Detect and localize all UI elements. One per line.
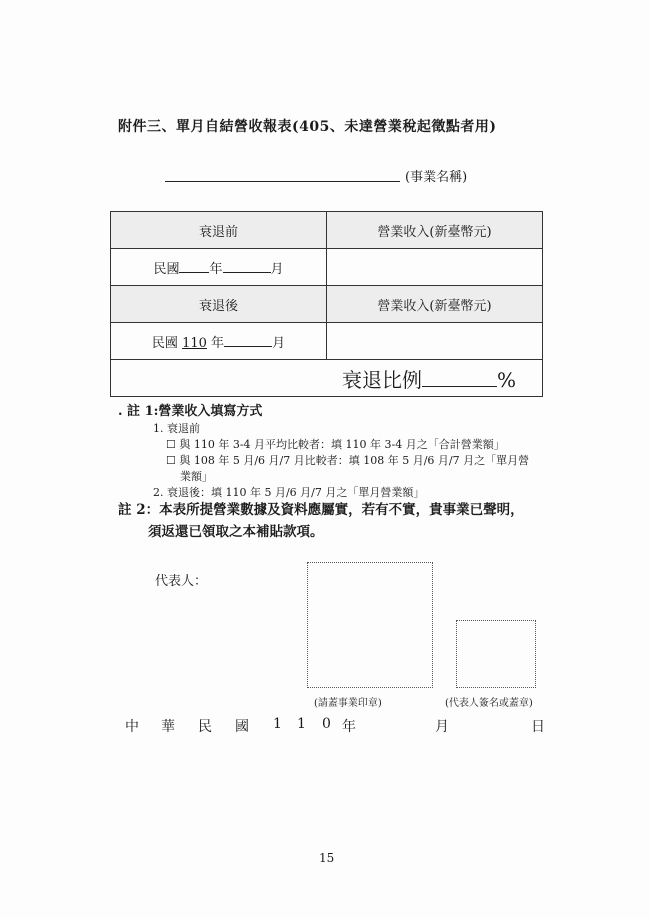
revenue-header-cell <box>327 212 543 249</box>
after-label-cell <box>111 286 327 323</box>
year-suffix: 年 <box>209 261 223 277</box>
ratio-blank[interactable] <box>422 366 497 387</box>
ratio-cell <box>111 360 543 397</box>
signature-caption: (代表人簽名或蓋章) <box>445 698 533 709</box>
revenue-header: 營業收入(新臺幣元) <box>377 224 492 240</box>
date-digit: 1 <box>297 716 306 732</box>
before-year-blank[interactable] <box>179 259 209 273</box>
before-label-cell <box>111 212 327 249</box>
before-month-blank[interactable] <box>223 259 271 273</box>
date-digit: 1 <box>273 716 282 732</box>
date-char: 民 <box>198 719 212 735</box>
note2 <box>118 499 558 543</box>
revenue-header-2: 營業收入(新臺幣元) <box>377 298 492 314</box>
note2-line1: 註 2：本表所提營業數據及資料應屬實，若有不實，貴事業已聲明， <box>118 502 524 518</box>
revenue-table <box>110 211 543 397</box>
note1-item1-title: 1. 衰退前 <box>153 422 200 435</box>
revenue-header-2-cell <box>327 286 543 323</box>
date-char: 國 <box>235 719 249 735</box>
date-digit: 0 <box>322 716 331 732</box>
date-day: 日 <box>531 719 545 735</box>
note1-item2: 2. 衰退後：填 110 年 5 月/6 月/7 月之「單月營業額」 <box>153 486 425 499</box>
date-prefix: 民國 <box>151 335 178 351</box>
note1-option-b-line1[interactable]: ☐ 與 108 年 5 月/6 月/7 月比較者：填 108 年 5 月/6 月/7 月之「單月營 <box>166 454 530 467</box>
note1-option-a[interactable]: ☐ 與 110 年 3-4 月平均比較者：填 110 年 3-4 月之「合計營業額」 <box>166 438 505 451</box>
page-title: 附件三、單月自結營收報表(405、未達營業稅起徵點者用) <box>118 119 497 135</box>
note1-option-b-line2: 業額」 <box>180 470 213 483</box>
after-date-cell <box>111 323 327 360</box>
after-month-blank[interactable] <box>224 333 272 347</box>
signature-stamp-box[interactable] <box>456 620 536 688</box>
business-name-label: (事業名稱) <box>405 170 468 185</box>
company-stamp-box[interactable] <box>307 562 433 688</box>
page-number: 15 <box>319 851 335 865</box>
note1-heading: . 註 1:營業收入填寫方式 <box>118 404 263 419</box>
date-year: 年 <box>342 719 356 735</box>
month-suffix: 月 <box>272 335 286 351</box>
date-char: 華 <box>161 719 175 735</box>
before-label: 衰退前 <box>198 224 238 240</box>
after-revenue-input[interactable] <box>327 323 543 360</box>
before-date-cell <box>111 249 327 286</box>
after-year-value: 110 <box>182 335 207 351</box>
stamp-caption: (請蓋事業印章) <box>314 698 382 709</box>
business-name-field[interactable] <box>165 181 400 182</box>
representative-label: 代表人： <box>155 574 208 589</box>
date-char: 中 <box>125 719 139 735</box>
before-revenue-input[interactable] <box>327 249 543 286</box>
note2-line2: 須返還已領取之本補貼款項。 <box>148 524 324 540</box>
after-label: 衰退後 <box>198 298 238 314</box>
year-suffix: 年 <box>211 335 225 351</box>
date-month: 月 <box>435 719 449 735</box>
ratio-label: 衰退比例 <box>341 367 422 392</box>
ratio-unit: % <box>496 367 516 392</box>
month-suffix: 月 <box>270 261 284 277</box>
date-prefix: 民國 <box>153 261 180 277</box>
